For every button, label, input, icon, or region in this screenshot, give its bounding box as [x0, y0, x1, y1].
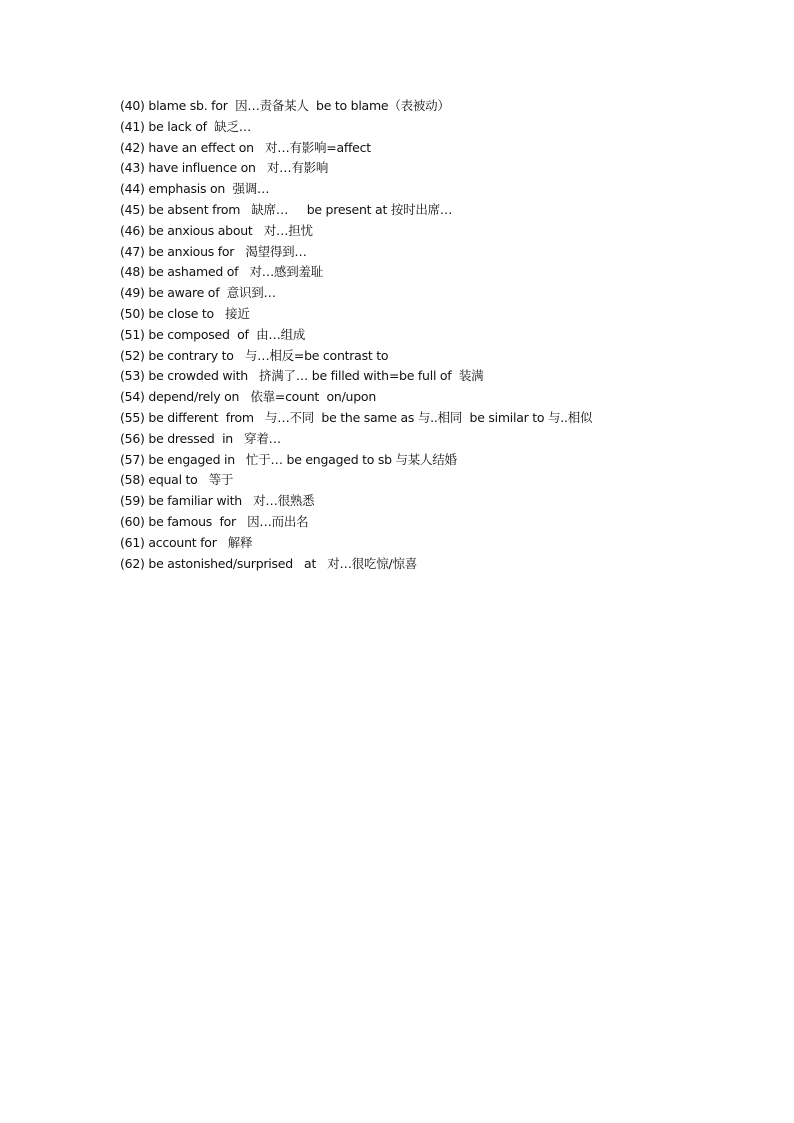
phrase-entry-60: (60) be famous for 因…而出名: [120, 513, 309, 529]
phrase-entry-51: (51) be composed of 由…组成: [120, 326, 306, 342]
phrase-entry-48: (48) be ashamed of 对…感到羞耻: [120, 264, 323, 280]
phrase-list: [120, 96, 592, 574]
phrase-entry-45: (45) be absent from 缺席… be present at 按时出席…: [120, 201, 453, 217]
phrase-entry-42: (42) have an effect on 对…有影响=affect: [120, 139, 371, 155]
phrase-entry-49: (49) be aware of 意识到…: [120, 285, 276, 301]
phrase-entry-50: (50) be close to 接近: [120, 305, 250, 321]
phrase-entry-53: (53) be crowded with 挤满了… be filled with=be full of 装满: [120, 368, 484, 384]
phrase-entry-58: (58) equal to 等于: [120, 472, 234, 488]
phrase-entry-57: (57) be engaged in 忙于… be engaged to sb 与某人结婚: [120, 451, 457, 467]
phrase-entry-43: (43) have influence on 对…有影响: [120, 160, 329, 176]
phrase-entry-62: (62) be astonished/surprised at 对…很吃惊/惊喜: [120, 555, 417, 571]
phrase-entry-44: (44) emphasis on 强调…: [120, 181, 270, 197]
phrase-entry-54: (54) depend/rely on 依靠=count on/upon: [120, 389, 376, 405]
phrase-entry-59: (59) be familiar with 对…很熟悉: [120, 493, 315, 509]
phrase-entry-41: (41) be lack of 缺乏…: [120, 118, 251, 134]
phrase-entry-61: (61) account for 解释: [120, 534, 253, 550]
phrase-entry-56: (56) be dressed in 穿着…: [120, 430, 281, 446]
phrase-entry-55: (55) be different from 与…不同 be the same as 与..相同 be similar to 与..相似: [120, 409, 593, 425]
phrase-entry-47: (47) be anxious for 渴望得到…: [120, 243, 307, 259]
phrase-entry-46: (46) be anxious about 对…担忧: [120, 222, 313, 238]
phrase-entry-40: (40) blame sb. for 因…责备某人 be to blame（表被动）: [120, 98, 450, 113]
phrase-entry-52: (52) be contrary to 与…相反=be contrast to: [120, 347, 389, 363]
